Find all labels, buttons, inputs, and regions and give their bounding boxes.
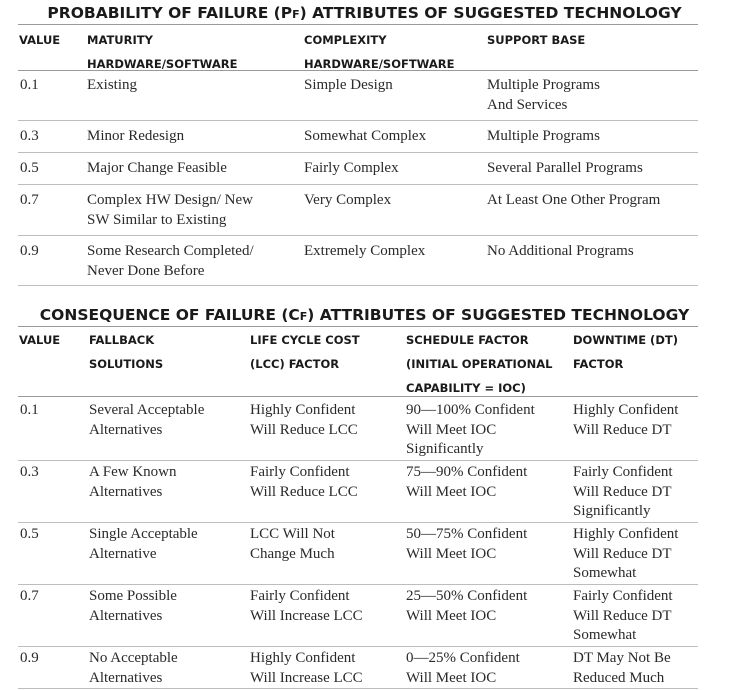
table1-row1-maturity: Existing [87,77,138,93]
table2-row3-schedule: 50—75% Confident Will Meet IOC [406,526,528,562]
table1-top-rule [18,24,698,25]
table2-title-end: ) ATTRIBUTES OF SUGGESTED TECHNOLOGY [307,306,690,324]
table2-row-divider [18,460,698,461]
table2-header-schedule: SCHEDULE FACTOR (INITIAL OPERATIONAL CAPABILITY = IOC) [406,333,553,395]
table2-header-lcc: LIFE CYCLE COST (LCC) FACTOR [250,333,360,371]
table1-row5-complexity: Extremely Complex [304,243,426,259]
table1-row2-maturity: Minor Redesign [87,128,185,144]
table2-row3-fallback: Single Acceptable Alternative [89,526,198,562]
table1-row3-support: Several Parallel Programs [487,160,643,176]
table2-header-fallback: FALLBACK SOLUTIONS [89,333,164,371]
table2-row5-lcc: Highly Confident Will Increase LCC [250,650,363,686]
table2-row1-lcc: Highly Confident Will Reduce LCC [250,402,358,438]
table1-row4-value: 0.7 [20,192,39,208]
table1-row-divider [18,120,698,121]
table2-title-sub: F [299,310,308,323]
table1-title-end: ) ATTRIBUTES OF SUGGESTED TECHNOLOGY [299,4,682,22]
table1-bottom-rule [18,285,698,286]
table1-row-divider [18,235,698,236]
table1-row3-maturity: Major Change Feasible [87,160,227,176]
table1-header-complexity: COMPLEXITY HARDWARE/SOFTWARE [304,33,455,71]
table2-title [0,306,729,324]
table2-row4-downtime: Fairly Confident Will Reduce DT Somewhat [573,588,673,643]
table1-row5-support: No Additional Programs [487,243,634,259]
table2-row2-schedule: 75—90% Confident Will Meet IOC [406,464,528,500]
table2-row3-downtime: Highly Confident Will Reduce DT Somewhat [573,526,679,581]
table2-row4-lcc: Fairly Confident Will Increase LCC [250,588,363,624]
table2-title-main: CONSEQUENCE OF FAILURE (C [39,306,300,324]
table1-row-divider [18,152,698,153]
table1-title-main: PROBABILITY OF FAILURE (P [47,4,293,22]
table1-row5-value: 0.9 [20,243,39,259]
table2-row2-downtime: Fairly Confident Will Reduce DT Significantly [573,464,673,519]
table1-row1-value: 0.1 [20,77,39,93]
table1-row4-complexity: Very Complex [304,192,392,208]
table2-header-downtime: DOWNTIME (DT) FACTOR [573,333,678,371]
table2-row1-fallback: Several Acceptable Alternatives [89,402,205,438]
table1-row5-maturity: Some Research Completed/ Never Done Before [87,243,254,279]
table2-row2-lcc: Fairly Confident Will Reduce LCC [250,464,358,500]
table2-row1-value: 0.1 [20,402,39,418]
table1-row2-support: Multiple Programs [487,128,600,144]
table2-row4-fallback: Some Possible Alternatives [89,588,177,624]
table2-row1-downtime: Highly Confident Will Reduce DT [573,402,679,438]
table1-row3-complexity: Fairly Complex [304,160,399,176]
table1-header-support: SUPPORT BASE [487,33,586,47]
table1-row4-maturity: Complex HW Design/ New SW Similar to Existing [87,192,253,228]
table1-row3-value: 0.5 [20,160,39,176]
table1-row-divider [18,184,698,185]
table1-row1-support: Multiple Programs And Services [487,77,600,113]
table2-row2-value: 0.3 [20,464,39,480]
table2-row5-fallback: No Acceptable Alternatives [89,650,178,686]
table2-header-rule [18,396,698,397]
table2-row2-fallback: A Few Known Alternatives [89,464,177,500]
table2-row4-schedule: 25—50% Confident Will Meet IOC [406,588,528,624]
table2-row-divider [18,522,698,523]
table1-title-sub: F [292,8,300,21]
table1-row4-support: At Least One Other Program [487,192,661,208]
table2-bottom-rule [18,688,698,689]
table1-row2-value: 0.3 [20,128,39,144]
table1-title [0,4,729,22]
table2-header-value: VALUE [19,333,61,347]
table1-row1-complexity: Simple Design [304,77,393,93]
table2-row3-value: 0.5 [20,526,39,542]
table2-row4-value: 0.7 [20,588,39,604]
table2-row1-schedule: 90—100% Confident Will Meet IOC Significantly [406,402,535,457]
table2-row5-downtime: DT May Not Be Reduced Much [573,650,671,686]
table1-header-value: VALUE [19,33,61,47]
table2-row3-lcc: LCC Will Not Change Much [250,526,335,562]
table1-row2-complexity: Somewhat Complex [304,128,427,144]
table2-row-divider [18,646,698,647]
table2-row5-schedule: 0—25% Confident Will Meet IOC [406,650,520,686]
table2-top-rule [18,326,698,327]
table1-header-maturity: MATURITY HARDWARE/SOFTWARE [87,33,238,71]
table2-row5-value: 0.9 [20,650,39,666]
table1-header-rule [18,70,698,71]
table2-row-divider [18,584,698,585]
